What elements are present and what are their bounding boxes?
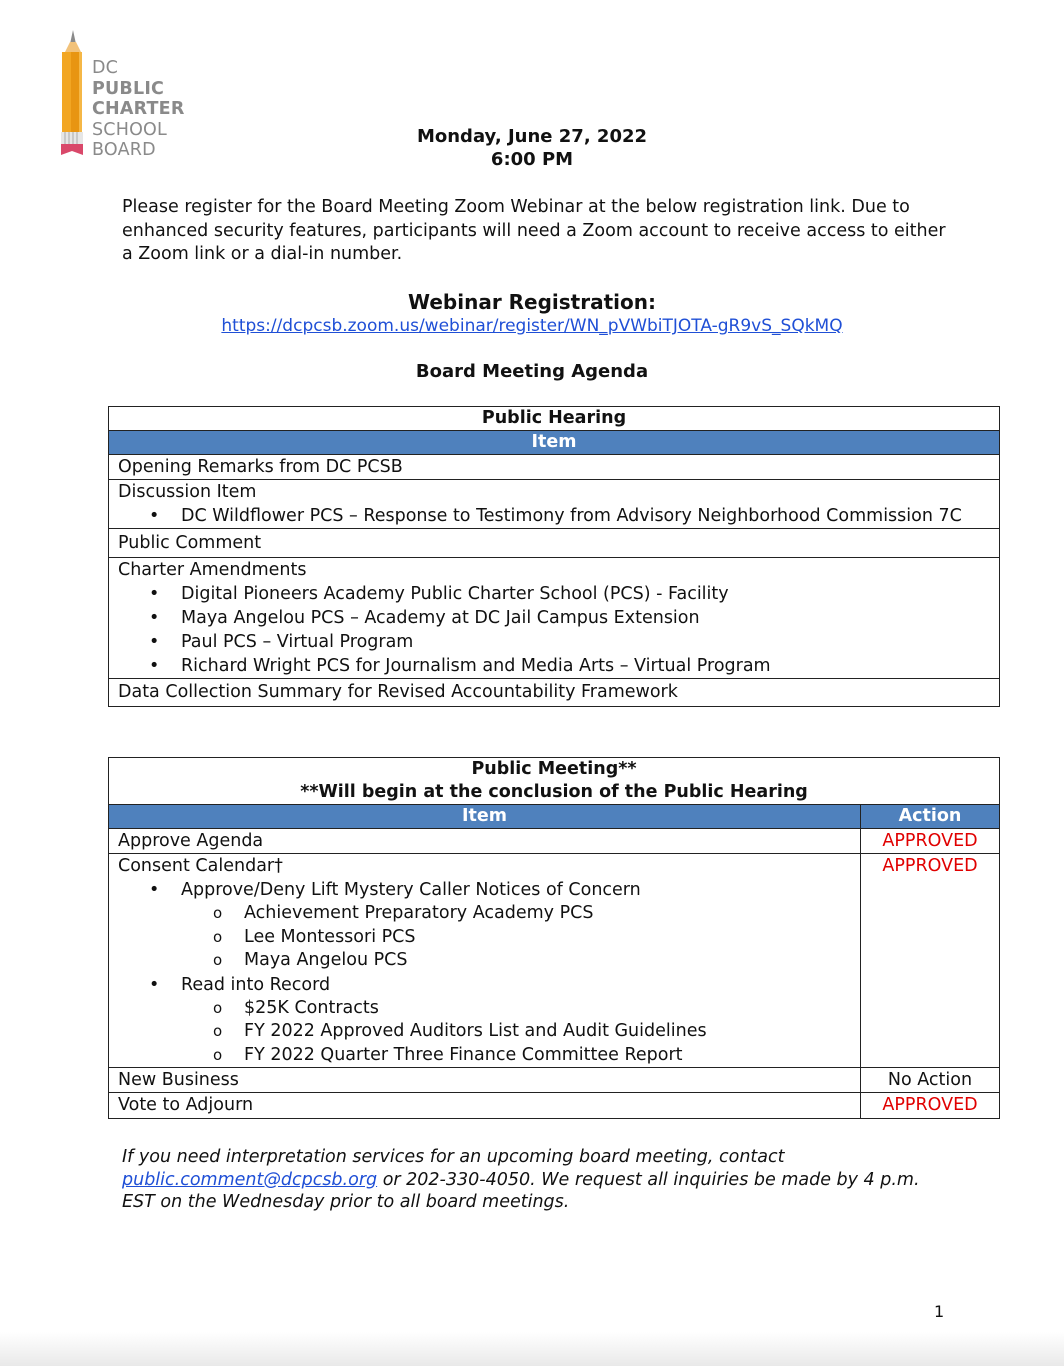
webinar-link-text[interactable]: https://dcpcsb.zoom.us/webinar/register/WN_pVWbiTJOTA-gR9vS_SQkMQ (221, 316, 843, 336)
contact-email-link[interactable]: public.comment@dcpcsb.org (122, 1169, 378, 1190)
status-badge: No Action (861, 1068, 1000, 1093)
consent-calendar-label: Consent Calendar† (118, 856, 283, 876)
table-row (109, 1068, 1000, 1093)
table-row (109, 854, 1000, 1068)
logo-line-charter: CHARTER (92, 99, 185, 119)
charter-amendments-label: Charter Amendments (118, 560, 307, 580)
hearing-row-opening-remarks: Opening Remarks from DC PCSB (109, 455, 1000, 480)
list-item: • Digital Pioneers Academy Public Charter School (PCS) - Facility (118, 582, 990, 606)
list-item: o Lee Montessori PCS (118, 926, 851, 950)
meeting-row-consent-calendar (109, 854, 861, 1068)
table-row (109, 829, 1000, 854)
hearing-item-header: Item (109, 431, 1000, 455)
footer-text-end: or 202-330-4050. We request all inquiries be made by 4 p.m. EST on the Wednesday prior to all board meetings. (122, 1169, 920, 1212)
public-meeting-subtitle: **Will begin at the conclusion of the Public Hearing (300, 782, 808, 802)
table-row (109, 1093, 1000, 1119)
mystery-caller-sublist (181, 902, 851, 973)
page-number: 1 (934, 1302, 945, 1321)
discussion-item-label: Discussion Item (118, 482, 257, 502)
list-item: o FY 2022 Approved Auditors List and Audit Guidelines (118, 1020, 851, 1044)
meeting-row-new-business: New Business (109, 1068, 861, 1093)
meeting-item-header: Item (109, 805, 861, 829)
hearing-row-charter-amendments (109, 558, 1000, 679)
public-meeting-table (108, 757, 1000, 1119)
table-row (109, 455, 1000, 480)
page-bottom-edge (0, 1332, 1064, 1366)
logo-line-board: BOARD (92, 140, 156, 160)
webinar-title: Webinar Registration: (408, 290, 656, 314)
public-hearing-table (108, 406, 1000, 707)
list-item: • Paul PCS – Virtual Program (118, 630, 990, 654)
list-item (118, 973, 851, 1068)
footer-text-start: If you need interpretation services for an upcoming board meeting, contact (122, 1147, 785, 1167)
meeting-date: Monday, June 27, 2022 (416, 126, 648, 147)
read-into-record-sublist (181, 997, 851, 1068)
hearing-row-discussion (109, 480, 1000, 529)
charter-amendments-bullets (118, 582, 990, 678)
meeting-row-approve-agenda: Approve Agenda (109, 829, 861, 854)
public-hearing-title: Public Hearing (109, 407, 1000, 431)
meeting-time: 6:00 PM (490, 149, 574, 170)
hearing-row-data-collection: Data Collection Summary for Revised Accountability Framework (109, 679, 1000, 707)
interpretation-note (122, 1146, 942, 1214)
logo-line-public: PUBLIC (92, 78, 165, 99)
meeting-action-header: Action (861, 805, 1000, 829)
bullet-read-into-record: Read into Record (181, 974, 331, 995)
list-item (118, 878, 851, 973)
hearing-row-public-comment: Public Comment (109, 529, 1000, 558)
table-row (109, 480, 1000, 529)
discussion-bullets (118, 504, 990, 528)
public-meeting-title: Public Meeting** (471, 759, 637, 779)
intro-paragraph: Please register for the Board Meeting Zoom Webinar at the below registration link. Due to enhanced security features, participants will need a Zoom account to receive access to either a Zoom link or a dial-in number. (122, 197, 946, 264)
list-item: o Maya Angelou PCS (118, 949, 851, 973)
table-row (109, 529, 1000, 558)
table-row (109, 558, 1000, 679)
consent-calendar-bullets (118, 878, 851, 1067)
meeting-datetime (0, 125, 1064, 171)
list-item: o Achievement Preparatory Academy PCS (118, 902, 851, 926)
bullet-mystery-caller: Approve/Deny Lift Mystery Caller Notices of Concern (181, 880, 641, 900)
meeting-row-vote-adjourn: Vote to Adjourn (109, 1093, 861, 1119)
webinar-link[interactable] (0, 316, 1064, 336)
public-meeting-heading (109, 758, 1000, 805)
logo-line-dc: DC (92, 58, 119, 78)
table-row (109, 679, 1000, 707)
list-item: o FY 2022 Quarter Three Finance Committee Report (118, 1044, 851, 1068)
list-item: • Maya Angelou PCS – Academy at DC Jail Campus Extension (118, 606, 990, 630)
status-badge: APPROVED (861, 1093, 1000, 1119)
logo-line-school: SCHOOL (92, 119, 167, 140)
status-badge: APPROVED (861, 854, 1000, 1068)
list-item: • DC Wildflower PCS – Response to Testimony from Advisory Neighborhood Commission 7C (118, 504, 990, 528)
status-badge: APPROVED (861, 829, 1000, 854)
agenda-title: Board Meeting Agenda (415, 361, 649, 382)
list-item: o $25K Contracts (118, 997, 851, 1021)
list-item: • Richard Wright PCS for Journalism and Media Arts – Virtual Program (118, 654, 990, 678)
